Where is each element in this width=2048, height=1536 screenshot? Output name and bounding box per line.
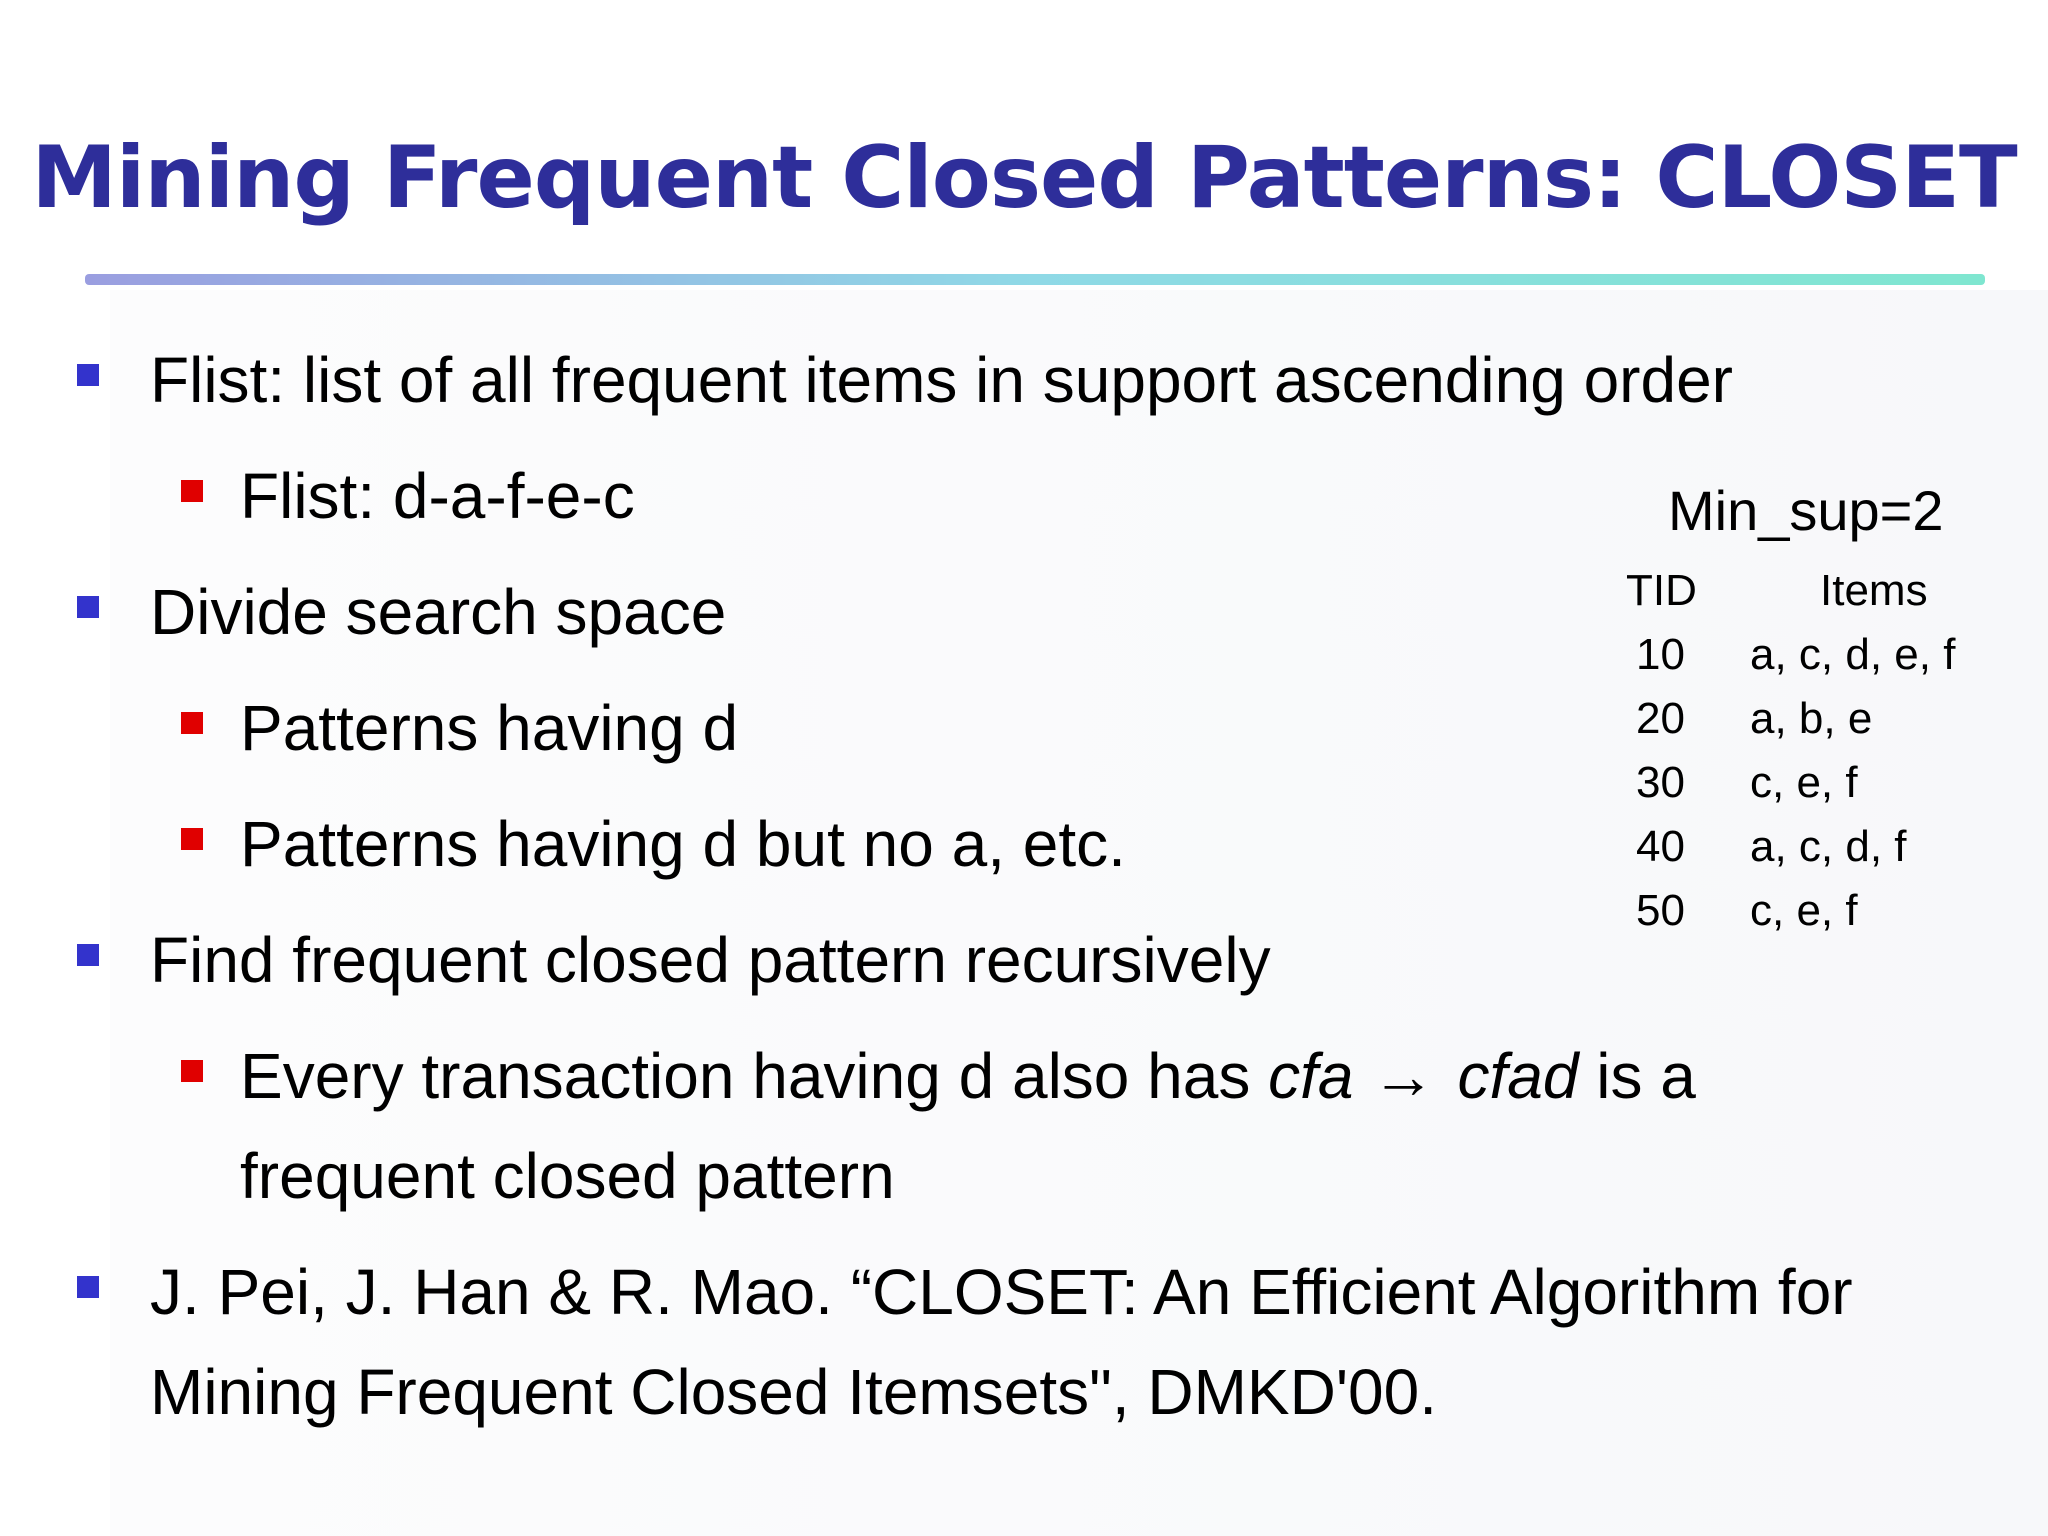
table-cell-items: a, c, d, f <box>1750 822 1907 871</box>
reference-continuation: Mining Frequent Closed Itemsets", DMKD'00. <box>150 1356 1437 1428</box>
bullet-patterns-d: Patterns having d <box>240 692 739 764</box>
bullet-flist-example: Flist: d-a-f-e-c <box>240 460 635 532</box>
table-cell-items: a, b, e <box>1750 694 1873 743</box>
table-cell-items: c, e, f <box>1750 886 1858 935</box>
bullet-reference: J. Pei, J. Han & R. Mao. “CLOSET: An Efficient Algorithm for <box>150 1256 1853 1328</box>
table-cell-tid: 30 <box>1636 758 1685 807</box>
bullet-text: is a <box>1578 1040 1696 1112</box>
table-cell-items: a, c, d, e, f <box>1750 630 1956 679</box>
table-cell-items: c, e, f <box>1750 758 1858 807</box>
table-cell-tid: 20 <box>1636 694 1685 743</box>
bullet-marker <box>181 1060 203 1082</box>
bullet-continuation: frequent closed pattern <box>240 1140 895 1212</box>
table-cell-tid: 40 <box>1636 822 1685 871</box>
bullet-patterns-d-no-a: Patterns having d but no a, etc. <box>240 808 1126 880</box>
bullet-marker <box>181 480 203 502</box>
table-header-items: Items <box>1820 566 1928 615</box>
bullet-marker <box>77 944 99 966</box>
bullet-find-recursively: Find frequent closed pattern recursively <box>150 924 1271 996</box>
bullet-marker <box>77 1276 99 1298</box>
bullet-marker <box>181 712 203 734</box>
bullet-marker <box>181 828 203 850</box>
title-divider <box>85 274 1985 285</box>
bullet-every-transaction <box>240 1026 1696 1126</box>
itemset-cfad: cfad <box>1457 1040 1579 1112</box>
bullet-marker <box>77 364 99 386</box>
bullet-divide-search-space: Divide search space <box>150 576 727 648</box>
implies-arrow-icon: → <box>1371 1040 1436 1112</box>
bullet-marker <box>77 596 99 618</box>
table-header-tid: TID <box>1626 566 1697 615</box>
bullet-text: Every transaction having d also has <box>240 1040 1269 1112</box>
bullet-flist: Flist: list of all frequent items in support ascending order <box>150 344 1733 416</box>
min-support-label: Min_sup=2 <box>1668 479 1944 542</box>
slide-title: Mining Frequent Closed Patterns: CLOSET <box>31 128 2017 228</box>
table-cell-tid: 10 <box>1636 630 1685 679</box>
itemset-cfa: cfa <box>1268 1040 1354 1112</box>
table-cell-tid: 50 <box>1636 886 1685 935</box>
